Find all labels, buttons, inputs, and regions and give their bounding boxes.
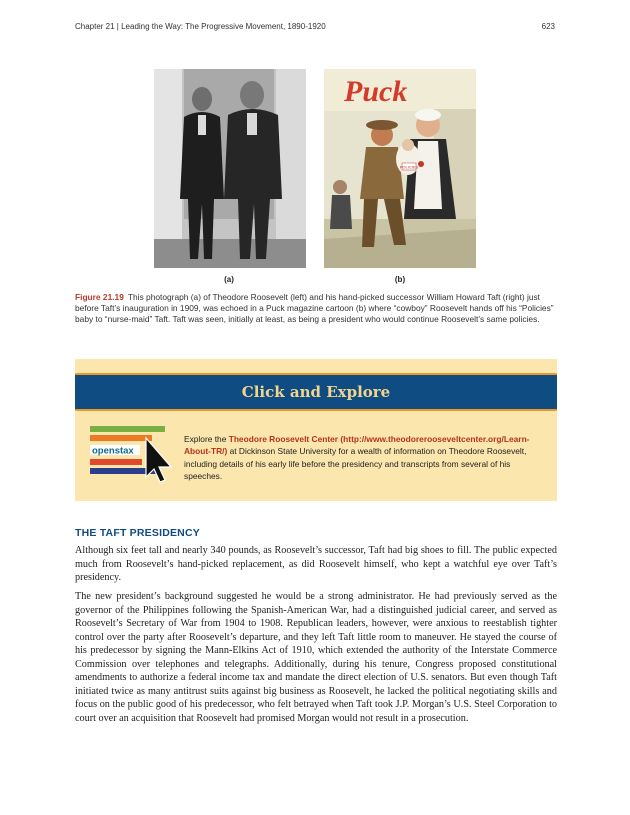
box-top-stripe [75,359,557,373]
logo-stripe-green [90,426,165,432]
photo-illustration [154,69,306,268]
logo-text: openstax [92,445,134,457]
section-heading: THE TAFT PRESIDENCY [75,527,200,539]
explore-title-band [75,373,557,411]
explore-text-after: at Dickinson State University for a wealth of information on Theodore Roosevelt, including details of his early life before the presidency and transcripts from several of his speeches. [184,446,527,481]
cursor-arrow-icon [146,438,171,482]
paragraph-2: The new president’s background suggested he would be a strong administrator. He had previously served as the governor of the Philippines following the Spanish-American War, had a distinguished judicial career, and served as Roosevelt’s Secretary of War from 1904 to 1908. Republican leaders, however, were anxious to reestablish tighter control over the party after Roosevelt’s departure, and they left Taft little room to maneuver. He stayed the course of his predecessor by signing the Mann-Elkins Act of 1910, which extended the authority of the Interstate Commerce Commission over telephones and telegraphs. Additionally, during his tenure, Congress proposed constitutional amendments to authorize a federal income tax and mandate the direct election of U.S. senators. But even though Taft initiated twice as many antitrust suits against big business as Roosevelt, he lacked the political negotiating skills and focus on the public good of his predecessor, who felt betrayed when Taft took J.P. Morgan’s U.S. Steel Corporation to court over an acquisition that Roosevelt had promised Morgan would not result in a prosecution. [75,591,557,724]
explore-text [184,433,544,482]
logo-stripe-red [90,459,142,465]
figure-number: Figure 21.19 [75,292,124,302]
openstax-logo [90,425,190,485]
caption-text: This photograph (a) of Theodore Roosevelt (left) and his hand-picked successor William Howard Taft (right) just before Taft’s inauguration in 1909, was echoed in a Puck magazine cartoon (b) where “cowboy” Roosevelt hands off his “Policies” baby to “nurse-maid” Taft. Taft was seen, initially at least, as being a president who would continue Roosevelt’s same policies. [75,292,554,324]
click-and-explore-box [75,359,557,501]
figure-label-b: (b) [394,275,406,284]
cartoon-title: Puck [344,75,408,108]
cartoon-policies-label: POLICIES [399,164,419,170]
photo-roosevelt-taft [154,69,306,268]
explore-title: Click and Explore [241,383,391,401]
puck-cartoon [324,69,476,268]
logo-stripe-orange [90,435,152,441]
explore-text-before: Explore the [184,434,229,444]
figure-label-a: (a) [224,275,234,284]
cartoon-illustration [324,69,476,268]
paragraph-1: Although six feet tall and nearly 340 pounds, as Roosevelt’s successor, Taft had big shoes to fill. The public expected much from Roosevelt’s hand-picked replacement, as did Roosevelt himself, who kept a watchful eye over Taft’s presidency. [75,545,557,583]
page-number: 623 [541,22,555,31]
theodore-roosevelt-center-link[interactable]: Theodore Roosevelt Center (http://www.theodorerooseveltcenter.org/Learn-About-TR/) [184,434,530,457]
chapter-title: Chapter 21 | Leading the Way: The Progressive Movement, 1890-1920 [75,22,326,31]
figure-caption [75,292,557,325]
